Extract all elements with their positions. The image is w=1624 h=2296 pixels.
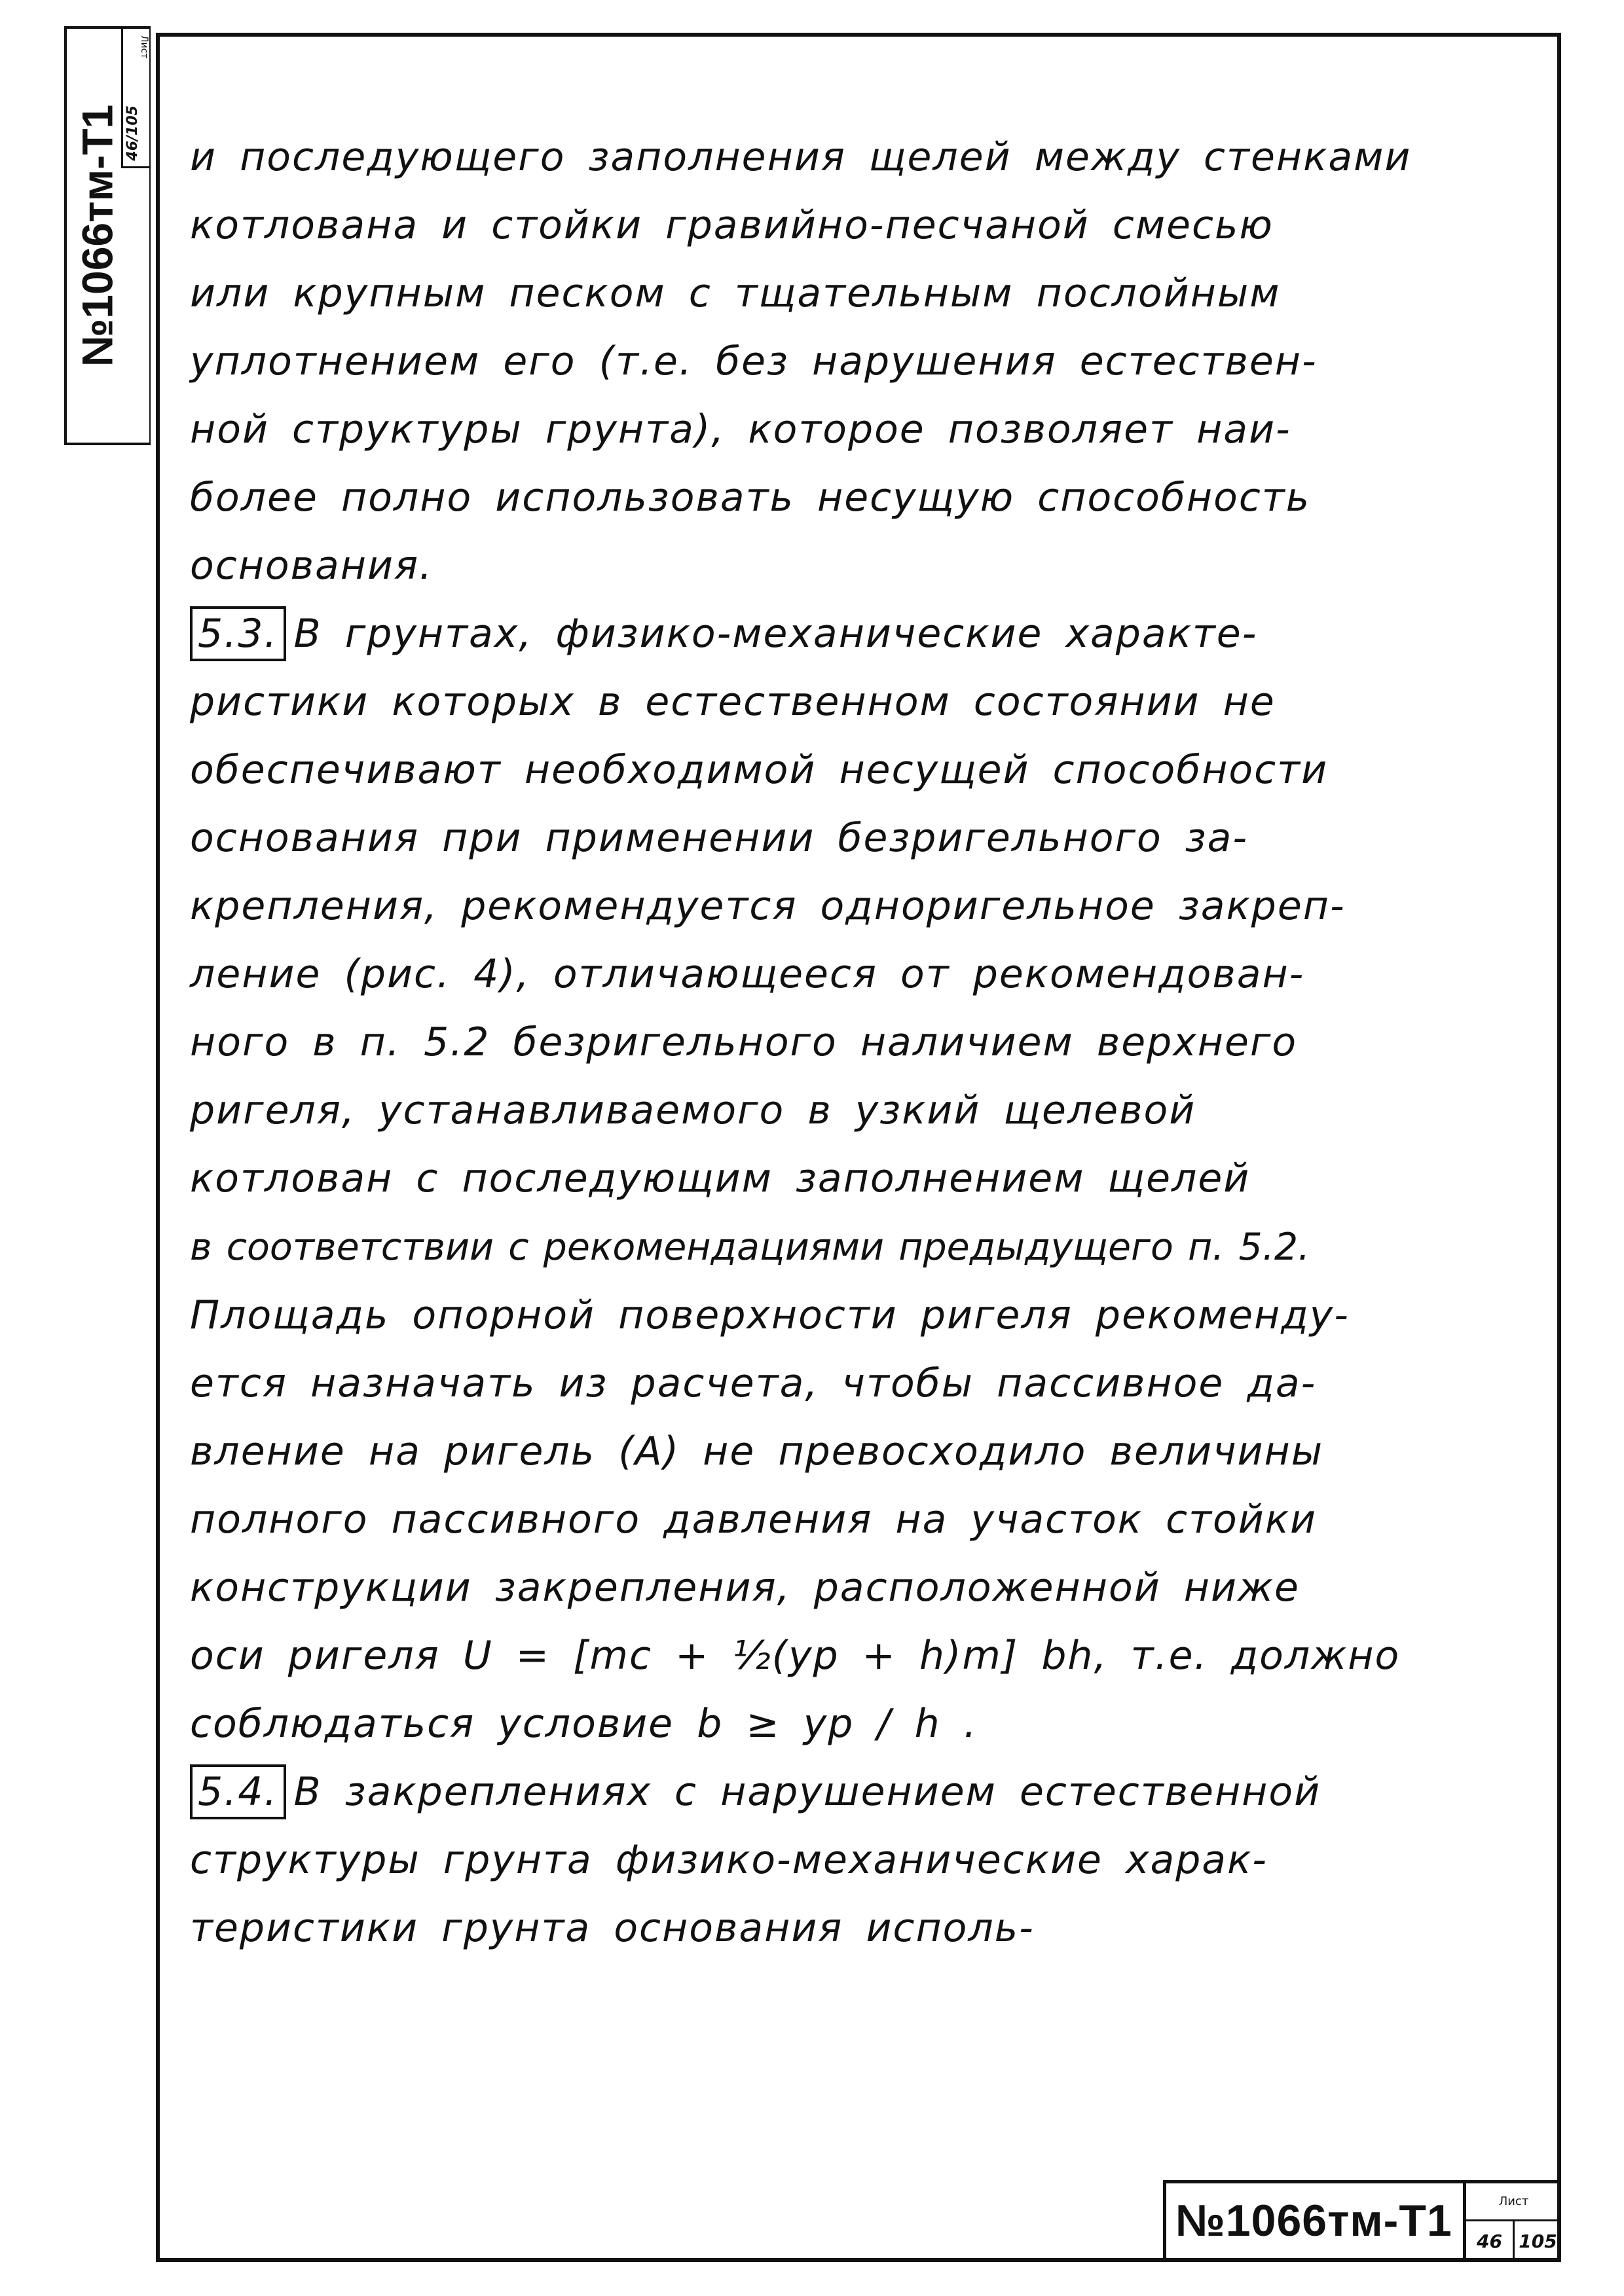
- sheet-number-box: [121, 29, 149, 168]
- formula-line: оси ригеля U = [mc + ½(yp + h)m] bh, т.е. должно: [190, 1633, 1401, 1679]
- text-line: или крупным песком с тщательным послойным: [190, 270, 1281, 316]
- bottom-title-stamp: [1163, 2180, 1561, 2262]
- text-line: вление на ригель (А) не превосходило величины: [190, 1429, 1324, 1474]
- text-line: котлован с последующим заполнением щелей: [190, 1156, 1251, 1201]
- text-line: основания.: [190, 543, 434, 589]
- text-line: и последующего заполнения щелей между стенками: [190, 134, 1412, 180]
- text-line: ление (рис. 4), отличающееся от рекомендован-: [190, 951, 1305, 997]
- side-title-stamp: [64, 26, 151, 445]
- text-line: основания при применении безригельного за-: [190, 815, 1249, 861]
- text-line: крепления, рекомендуется одноригельное закреп-: [190, 883, 1346, 929]
- ultimate-pressure-formula: U = [mc + ½(yp + h)m] bh,: [462, 1633, 1108, 1679]
- document-code-rotated: №1066тм-Т1: [73, 104, 122, 367]
- text-line: ригеля, устанавливаемого в узкий щелевой: [190, 1087, 1196, 1133]
- sheet-label: Лист: [1466, 2183, 1561, 2221]
- text-line: В грунтах, физико-механические характе-: [293, 611, 1258, 657]
- paragraph-5-4: [190, 1758, 1539, 1962]
- text-line: конструкции закрепления, расположенной ниже: [190, 1565, 1300, 1611]
- paragraph-5-3: [190, 600, 1539, 1758]
- text-line: ного в п. 5.2 безригельного наличием верхнего: [190, 1019, 1298, 1065]
- text-line: структуры грунта физико-механические харак-: [190, 1837, 1268, 1883]
- text-line: котлована и стойки гравийно-песчаной смесью: [190, 202, 1274, 248]
- document-code: №1066тм-Т1: [1175, 2196, 1452, 2246]
- clause-number-5-4: 5.4.: [190, 1764, 286, 1819]
- text-line: ной структуры грунта), которое позволяет наи-: [190, 407, 1291, 452]
- document-body: [190, 123, 1539, 1962]
- condition-line: соблюдаться условие b ≥ yp / h .: [190, 1701, 978, 1747]
- clause-number-5-3: 5.3.: [190, 606, 286, 661]
- sheet-number-box: [1463, 2183, 1561, 2262]
- text-line: полного пассивного давления на участок стойки: [190, 1497, 1317, 1542]
- text-line: обеспечивают необходимой несущей способности: [190, 747, 1329, 793]
- text-line: Площадь опорной поверхности ригеля рекоменду-: [190, 1292, 1350, 1338]
- sheet-number-rotated: 46/105: [124, 105, 141, 161]
- total-sheets: 105: [1513, 2221, 1561, 2262]
- text-line: ристики которых в естественном состоянии не: [190, 679, 1276, 725]
- text-line: теристики грунта основания исполь-: [190, 1905, 1035, 1951]
- text-line: более полно использовать несущую способность: [190, 475, 1311, 520]
- text-line: в соответствии с рекомендациями предыдущего п. 5.2.: [190, 1226, 1310, 1269]
- text-line: уплотнением его (т.е. без нарушения естествен-: [190, 338, 1318, 384]
- text-line: В закреплениях с нарушением естественной: [293, 1769, 1321, 1815]
- sheet-label: Лист: [139, 35, 149, 59]
- text-line: ется назначать из расчета, чтобы пассивное да-: [190, 1360, 1317, 1406]
- paragraph-continuation: [190, 123, 1539, 600]
- condition-formula: b ≥ yp / h .: [697, 1701, 978, 1747]
- sheet-number: 46: [1477, 2231, 1502, 2252]
